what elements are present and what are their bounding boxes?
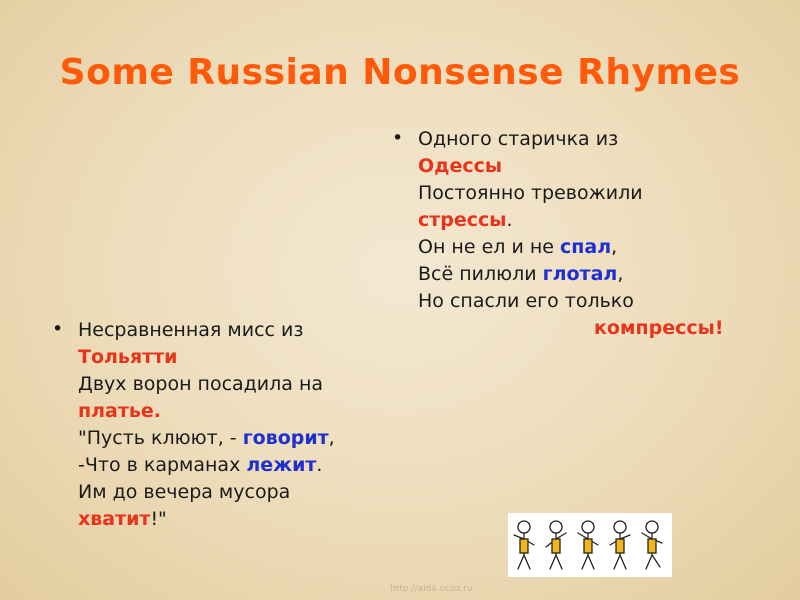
poem-line — [418, 207, 798, 234]
rhyme-word: глотал — [542, 263, 618, 285]
poem-text: , — [328, 427, 335, 449]
bullet-icon: • — [52, 318, 64, 340]
poem-text: "Пусть клюют, - — [78, 427, 243, 449]
poem-text: !" — [150, 508, 167, 530]
poem-text: Всё пилюли — [418, 263, 543, 285]
poem-line — [418, 126, 798, 153]
slide-title: Some Russian Nonsense Rhymes — [59, 52, 741, 93]
poem-line — [78, 479, 418, 506]
poem-text: . — [506, 209, 513, 231]
rhyme-word: Тольятти — [78, 346, 178, 368]
poem-text: , — [611, 236, 618, 258]
poem-line — [418, 180, 798, 207]
rhyme-word: говорит — [242, 427, 329, 449]
poem-text: Одного старичка из — [418, 128, 619, 150]
poem-text: . — [316, 454, 323, 476]
poem-tolyatti — [52, 317, 418, 533]
rhyme-word: хватит — [78, 508, 151, 530]
poem-line — [78, 506, 418, 533]
poem-text: Им до вечера мусора — [78, 481, 291, 503]
dancing-figures-icon — [508, 513, 672, 577]
poem-odessa — [392, 126, 798, 342]
poem-line — [418, 315, 798, 342]
poem-line — [78, 317, 418, 344]
poem-text: , — [617, 263, 624, 285]
rhyme-word: лежит — [246, 454, 317, 476]
watermark: http://aida.ucoz.ru — [390, 584, 473, 594]
poem-line — [78, 371, 418, 398]
poem-line — [418, 261, 798, 288]
poem-text: Двух ворон посадила на — [78, 373, 324, 395]
poem-text: ! — [714, 317, 724, 339]
poem-text: Постоянно тревожили — [418, 182, 643, 204]
poem-text: Но спасли его только — [418, 290, 634, 312]
poem-line — [78, 452, 418, 479]
rhyme-word: Одессы — [418, 155, 503, 177]
rhyme-word: платье. — [78, 400, 161, 422]
rhyme-word: спал — [559, 236, 612, 258]
rhyme-word: компрессы — [594, 317, 715, 339]
poem-line — [418, 288, 798, 315]
poem-line — [78, 425, 418, 452]
poem-line — [418, 153, 798, 180]
poem-text: -Что в карманах — [78, 454, 247, 476]
poem-line — [78, 398, 418, 425]
poem-line — [418, 234, 798, 261]
poem-text: Он не ел и не — [418, 236, 560, 258]
rhyme-word: стрессы — [418, 209, 507, 231]
bullet-icon: • — [392, 127, 404, 149]
poem-text: Несравненная мисс из — [78, 319, 304, 341]
poem-line — [78, 344, 418, 371]
